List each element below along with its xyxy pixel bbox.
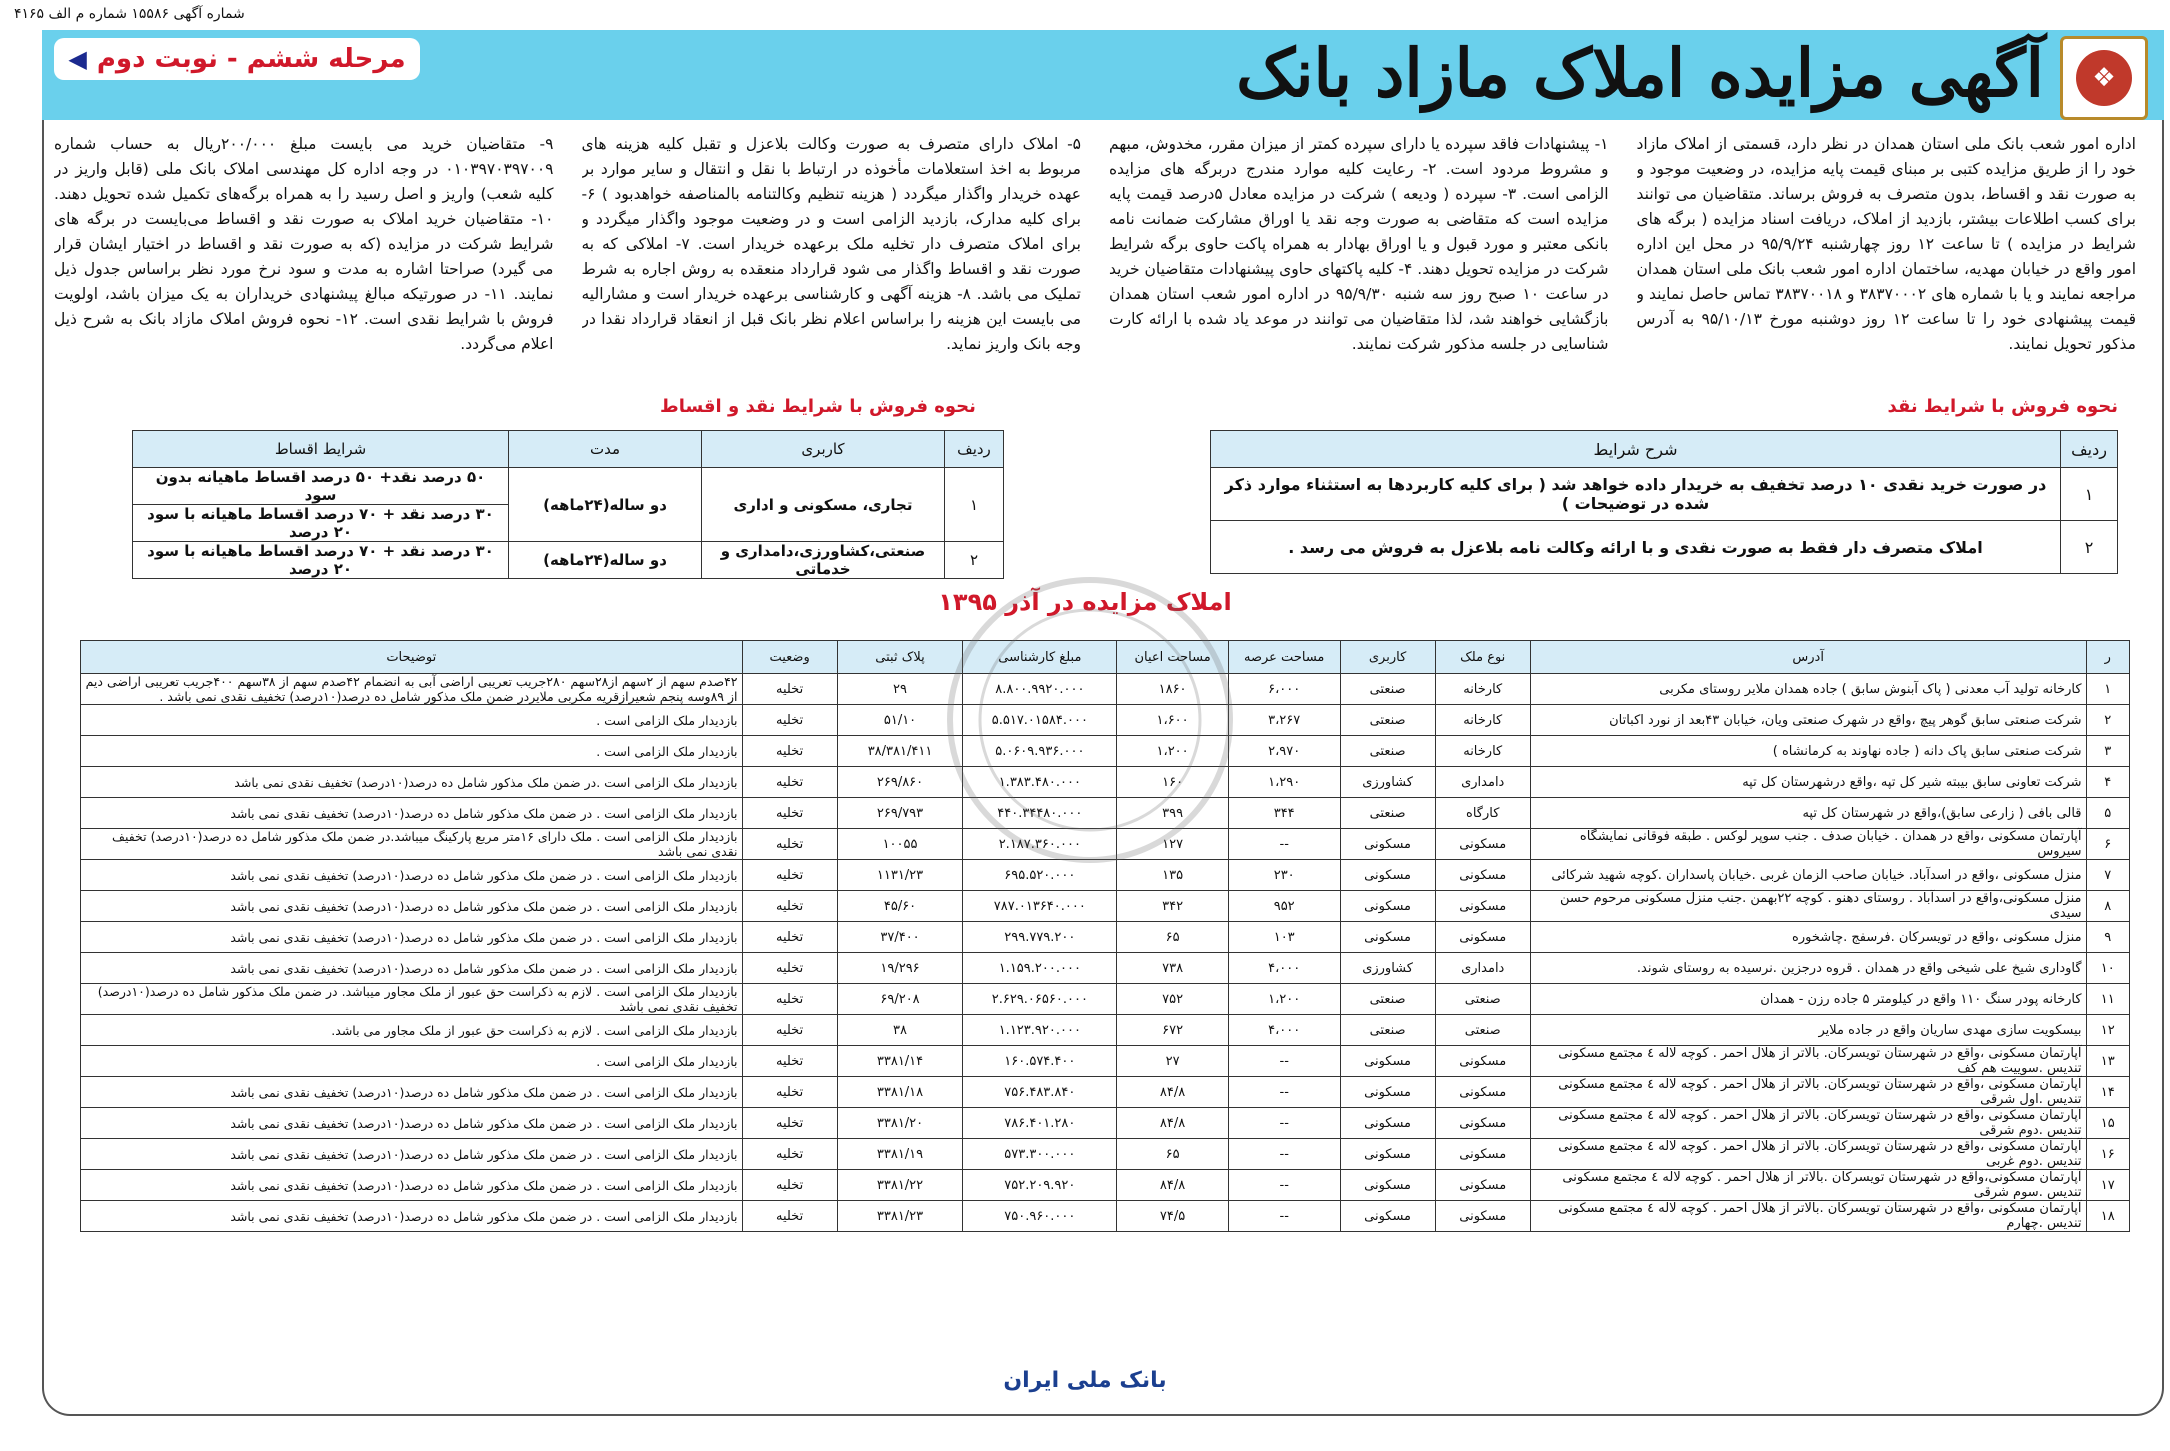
table-cell: آپارتمان مسکونی ،واقع در شهرستان تویسرکان. بالاتر از هلال احمر . کوچه لاله ٤ مجتمع مسکونی تندیس .دوم شرقی bbox=[1530, 1108, 2086, 1139]
table-cell: ۸.۸۰۰.۹۹۲۰.۰۰۰ bbox=[963, 674, 1117, 705]
table-cell: تخلیه bbox=[742, 1077, 837, 1108]
table-row bbox=[81, 922, 2130, 953]
col-header: ر bbox=[2086, 641, 2129, 674]
header-banner bbox=[42, 30, 2164, 120]
table-cell: ۸ bbox=[2086, 891, 2129, 922]
table-cell: شرکت تعاونی سابق بیبته شیر کل تپه ،واقع درشهرستان کل تپه bbox=[1530, 767, 2086, 798]
table-cell: دامداری bbox=[1435, 767, 1530, 798]
row-condition: ۳۰ درصد نقد + ۷۰ درصد اقساط ماهیانه با سود ۲۰ درصد bbox=[133, 542, 509, 579]
table-cell: ۴۲صدم سهم از ۲سهم از۲۸سهم ۲۸۰جریب تعریبی اراضی آبی به انضمام ۴۲صدم سهم از ۳۸سهم ۴۰۰جریب تعریبی اراضی دیم از ۸۹وسه پنجم شعیرازقریه مکربی ملایردر ضمن ملک مذکور شامل ده درصد(۱۰درصد) تخفیف نقدی نمی باشد . bbox=[81, 674, 743, 705]
row-number: ۱ bbox=[945, 468, 1004, 542]
table-cell: ۱۱ bbox=[2086, 984, 2129, 1015]
table-cell: ۷۸۷.۰۱۳۶۴۰.۰۰۰ bbox=[963, 891, 1117, 922]
table-cell: منزل مسکونی ،واقع در تویسرکان .فرسفج .چاشخوره bbox=[1530, 922, 2086, 953]
table-cell: کشاورزی bbox=[1340, 953, 1435, 984]
table-cell: ۶۵ bbox=[1117, 922, 1229, 953]
row-usage: تجاری، مسکونی و اداری bbox=[702, 468, 945, 542]
table-cell: ۲.۶۲۹.۰۶۵۶۰.۰۰۰ bbox=[963, 984, 1117, 1015]
table-cell: ۴،۰۰۰ bbox=[1228, 953, 1340, 984]
table-cell: مسکونی bbox=[1435, 829, 1530, 860]
row-usage: صنعتی،کشاورزی،دامداری و خدماتی bbox=[702, 542, 945, 579]
table-cell: شرکت صنعتی سابق پاک دانه ( جاده نهاوند به کرمانشاه ) bbox=[1530, 736, 2086, 767]
table-cell: تخلیه bbox=[742, 1015, 837, 1046]
table-row bbox=[81, 767, 2130, 798]
table-cell: ۷ bbox=[2086, 860, 2129, 891]
col-header: شرایط اقساط bbox=[133, 431, 509, 468]
table-cell: صنعتی bbox=[1435, 984, 1530, 1015]
table-cell: تخلیه bbox=[742, 1139, 837, 1170]
table-cell: بیسکویت سازی مهدی ساریان واقع در جاده ملایر bbox=[1530, 1015, 2086, 1046]
table-cell: ۶۷۲ bbox=[1117, 1015, 1229, 1046]
table-cell: مسکونی bbox=[1340, 1077, 1435, 1108]
table-cell: صنعتی bbox=[1340, 736, 1435, 767]
table-cell: بازدیدار ملک الزامی است . در ضمن ملک مذکور شامل ده درصد(۱۰درصد) تخفیف نقدی نمی باشد bbox=[81, 1077, 743, 1108]
table-cell: ۵ bbox=[2086, 798, 2129, 829]
table-cell: مسکونی bbox=[1435, 1170, 1530, 1201]
table-cell: ۱.۱۵۹.۲۰۰.۰۰۰ bbox=[963, 953, 1117, 984]
table-cell: آپارتمان مسکونی،واقع در شهرستان تویسرکان .بالاتر از هلال احمر . کوچه لاله ٤ مجتمع مسکونی تندیس .سوم شرقی bbox=[1530, 1170, 2086, 1201]
table-cell: ۳۹۹ bbox=[1117, 798, 1229, 829]
table-cell: ۱۳۵ bbox=[1117, 860, 1229, 891]
table-cell: ۶۹۵.۵۲۰.۰۰۰ bbox=[963, 860, 1117, 891]
table-cell: -- bbox=[1228, 1077, 1340, 1108]
table-row bbox=[81, 953, 2130, 984]
table-cell: صنعتی bbox=[1340, 674, 1435, 705]
col-header: مدت bbox=[509, 431, 702, 468]
table-cell: بازدیدار ملک الزامی است . در ضمن ملک مذکور شامل ده درصد(۱۰درصد) تخفیف نقدی نمی باشد bbox=[81, 860, 743, 891]
table-cell: صنعتی bbox=[1435, 1015, 1530, 1046]
table-cell: بازدیدار ملک الزامی است . در ضمن ملک مذکور شامل ده درصد(۱۰درصد) تخفیف نقدی نمی باشد bbox=[81, 891, 743, 922]
lots-table bbox=[80, 640, 2130, 1232]
table-cell: ۵۷۳.۳۰۰.۰۰۰ bbox=[963, 1139, 1117, 1170]
col-header: ردیف bbox=[2061, 431, 2118, 468]
row-term: دو ساله(۲۴ماهه) bbox=[509, 542, 702, 579]
table-cell: کارخانه تولید آب معدنی ( پاک آبنوش سابق ) جاده همدان ملایر روستای مکربی bbox=[1530, 674, 2086, 705]
table-cell: تخلیه bbox=[742, 891, 837, 922]
table-cell: ۲ bbox=[2086, 705, 2129, 736]
table-cell: ۱ bbox=[2086, 674, 2129, 705]
row-condition: ۳۰ درصد نقد + ۷۰ درصد اقساط ماهیانه با سود ۲۰ درصد bbox=[133, 505, 509, 542]
table-cell: بازدیدار ملک الزامی است . ملک دارای ۱۶متر مربع پارکینگ میباشد.در ضمن ملک مذکور شامل ده درصد(۱۰درصد) تخفیف نقدی نمی باشد bbox=[81, 829, 743, 860]
table-cell: ۳۳۸۱/۱۹ bbox=[837, 1139, 963, 1170]
table-cell: ۴۴۰.۳۴۴۸۰.۰۰۰ bbox=[963, 798, 1117, 829]
table-cell: منزل مسکونی،واقع در اسدآباد . روستای دهنو . کوچه ۲۲بهمن .جنب منزل مسکونی مرحوم حسن سیدی bbox=[1530, 891, 2086, 922]
table-cell: قالی بافی ( زارعی سابق)،واقع در شهرستان کل تپه bbox=[1530, 798, 2086, 829]
intro-columns bbox=[54, 132, 2136, 364]
table-cell: تخلیه bbox=[742, 953, 837, 984]
table-row bbox=[81, 705, 2130, 736]
row-text: در صورت خرید نقدی ۱۰ درصد تخفیف به خریدار داده خواهد شد ( برای کلیه کاربردها به استثناء موارد ذکر شده در توضیحات ) bbox=[1211, 468, 2061, 521]
col-header: مبلغ کارشناسی bbox=[963, 641, 1117, 674]
table-cell: آپارتمان مسکونی ،واقع در شهرستان تویسرکان. بالاتر از هلال احمر . کوچه لاله ٤ مجتمع مسکونی تندیس .سوییت هم کف bbox=[1530, 1046, 2086, 1077]
table-cell: مسکونی bbox=[1435, 1139, 1530, 1170]
table-cell: ۱۲۷ bbox=[1117, 829, 1229, 860]
table-cell: تخلیه bbox=[742, 922, 837, 953]
table-row bbox=[81, 798, 2130, 829]
intro-text-3: ۵- املاک دارای متصرف به صورت وکالت بلاعزل و تقبل کلیه هزینه های مربوط به اخذ استعلامات مأخوذه در ارتباط با نقل و انتقال و سایر موارد بر عهده خریدار واگذار میگردد ( هزینه تنظیم وکالتنامه بالمناصفه خواهدبود ) ۶- برای کلیه مدارک، بازدید الزامی است و در وضعیت موجود واگذار میگردد و برای املاک متصرف دار تخلیه ملک برعهده خریدار است. ۷- املاکی که به صورت نقد و اقساط واگذار می شود قرارداد منعقده به روش اجاره به شرط تملیک می باشد. ۸- هزینه آگهی و کارشناسی برعهده خریدار است و مشارالیه می بایست این هزینه را براساس اعلام نظر بانک قبل از انعقاد قرارداد نقدا در وجه بانک واریز نماید. bbox=[581, 135, 1081, 353]
table-cell: ۴ bbox=[2086, 767, 2129, 798]
table-cell: ۶۹/۲۰۸ bbox=[837, 984, 963, 1015]
table-row bbox=[81, 1170, 2130, 1201]
intro-col-2 bbox=[1109, 132, 1609, 364]
table-cell: بازدیدار ملک الزامی است . در ضمن ملک مذکور شامل ده درصد(۱۰درصد) تخفیف نقدی نمی باشد bbox=[81, 1139, 743, 1170]
table-cell: مسکونی bbox=[1340, 1108, 1435, 1139]
table-cell: ۸۴/۸ bbox=[1117, 1077, 1229, 1108]
table-cell: ۹ bbox=[2086, 922, 2129, 953]
table-row bbox=[81, 829, 2130, 860]
table-cell: بازدیدار ملک الزامی است . لازم به ذکراست حق عبور از ملک مجاور می باشد. bbox=[81, 1015, 743, 1046]
table-cell: مسکونی bbox=[1435, 1108, 1530, 1139]
table-cell: ۹۵۲ bbox=[1228, 891, 1340, 922]
table-cell: آپارتمان مسکونی ،واقع در همدان . خیابان صدف . جنب سوپر لوکس . طبقه فوقانی نمایشگاه سیروس bbox=[1530, 829, 2086, 860]
table-cell: بازدیدار ملک الزامی است . در ضمن ملک مذکور شامل ده درصد(۱۰درصد) تخفیف نقدی نمی باشد bbox=[81, 1108, 743, 1139]
table-cell: صنعتی bbox=[1340, 705, 1435, 736]
stage-label: مرحله ششم - نوبت دوم bbox=[96, 44, 406, 74]
table-cell: مسکونی bbox=[1340, 829, 1435, 860]
table-row bbox=[81, 1139, 2130, 1170]
table-cell: ۱۲ bbox=[2086, 1015, 2129, 1046]
table-cell: ۱۰۳ bbox=[1228, 922, 1340, 953]
table-cell: ۱۶ bbox=[2086, 1139, 2129, 1170]
intro-text-4: ۹- متقاضیان خرید می بایست مبلغ ۲۰۰/۰۰۰ریال به حساب شماره ۰۱۰۳۹۷۰۳۹۷۰۰۹ در وجه اداره کل مهندسی املاک بانک ملی (قابل واریز در کلیه شعب) واریز و اصل رسید را به همراه برگه‌های تکمیل شده تحویل دهند. ۱۰- متقاضیان خرید املاک به صورت نقد و اقساط می‌بایست در برگه های شرایط شرکت در مزایده (که به صورت نقد و اقساط در اختیار ایشان قرار می گیرد) صراحتا اشاره به مدت و سود نرخ مورد نظر براساس جدول ذیل نمایند. ۱۱- در صورتیکه مبالغ پیشنهادی خریداران به یک میزان باشد، اولویت فروش با شرایط نقدی است. ۱۲- نحوه فروش املاک مازاد بانک به شرح ذیل اعلام می‌گردد. bbox=[54, 135, 554, 353]
table-cell: مسکونی bbox=[1435, 1201, 1530, 1232]
table-cell: مسکونی bbox=[1435, 1077, 1530, 1108]
table-cell: بازدیدار ملک الزامی است . bbox=[81, 736, 743, 767]
table-cell: تخلیه bbox=[742, 1108, 837, 1139]
table-cell: -- bbox=[1228, 1108, 1340, 1139]
table-cell: ۳۳۸۱/۲۲ bbox=[837, 1170, 963, 1201]
bank-emblem-icon: ❖ bbox=[2076, 50, 2132, 106]
col-header: کاربری bbox=[702, 431, 945, 468]
table-cell: مسکونی bbox=[1435, 891, 1530, 922]
table-cell: مسکونی bbox=[1340, 860, 1435, 891]
table-cell: مسکونی bbox=[1435, 922, 1530, 953]
table-cell: ۳۷/۴۰۰ bbox=[837, 922, 963, 953]
table-cell: ۱،۲۰۰ bbox=[1117, 736, 1229, 767]
table-row bbox=[81, 891, 2130, 922]
row-condition: ۵۰ درصد نقد+ ۵۰ درصد اقساط ماهیانه بدون سود bbox=[133, 468, 509, 505]
table-cell: کارخانه bbox=[1435, 736, 1530, 767]
table-cell: مسکونی bbox=[1340, 1170, 1435, 1201]
table-row bbox=[81, 1077, 2130, 1108]
table-cell: ۲۶۹/۸۶۰ bbox=[837, 767, 963, 798]
table-cell: گاوداری شیخ علی شیخی واقع در همدان . قروه درجزین .نرسیده به روستای شوند. bbox=[1530, 953, 2086, 984]
table-cell: مسکونی bbox=[1435, 860, 1530, 891]
table-cell: ۱۸۶۰ bbox=[1117, 674, 1229, 705]
table-cell: کارخانه bbox=[1435, 705, 1530, 736]
intro-text-2: ۱- پیشنهادات فاقد سپرده یا دارای سپرده کمتر از میزان مقرر، مخدوش، مبهم و مشروط مردود است. ۲- رعایت کلیه موارد مندرج دربرگه های مزایده الزامی است. ۳- سپرده ( ودیعه ) شرکت در مزایده معادل ۵درصد قیمت پایه مزایده است که متقاضی به صورت وجه نقد یا اوراق مشارکت ضمانت نامه بانکی معتبر و مورد قبول و یا اوراق بهادار به همراه پاکت حاوی برگه شرایط شرکت در مزایده تحویل دهند. ۴- کلیه پاکتهای حاوی پیشنهادات متقاضیان خرید در ساعت ۱۰ صبح روز سه شنبه ۹۵/۹/۳۰ در اداره امور شعب استان همدان بازگشایی خواهند شد، لذا متقاضیان می توانند در موعد یاد شده با ارائه کارت شناسایی در جلسه مذکور شرکت نمایند. bbox=[1109, 135, 1609, 353]
table-cell: ۴۵/۶۰ bbox=[837, 891, 963, 922]
table-cell: دامداری bbox=[1435, 953, 1530, 984]
intro-col-1 bbox=[1637, 132, 2137, 364]
table-cell: ۲۹ bbox=[837, 674, 963, 705]
table-cell: بازدیدار ملک الزامی است .در ضمن ملک مذکور شامل ده درصد(۱۰درصد) تخفیف نقدی نمی باشد bbox=[81, 767, 743, 798]
table-cell: ۷۳۸ bbox=[1117, 953, 1229, 984]
installment-terms-table bbox=[132, 430, 1004, 579]
table-cell: ۱،۶۰۰ bbox=[1117, 705, 1229, 736]
intro-col-3 bbox=[582, 132, 1082, 364]
table-cell: ۸۴/۸ bbox=[1117, 1108, 1229, 1139]
table-cell: ۷۸۶.۴۰۱.۲۸۰ bbox=[963, 1108, 1117, 1139]
table-cell: تخلیه bbox=[742, 1046, 837, 1077]
table-cell: ۷۵۶.۴۸۳.۸۴۰ bbox=[963, 1077, 1117, 1108]
table-cell: ۳۸/۳۸۱/۴۱۱ bbox=[837, 736, 963, 767]
table-cell: ۵۱/۱۰ bbox=[837, 705, 963, 736]
table-cell: ۶ bbox=[2086, 829, 2129, 860]
table-cell: تخلیه bbox=[742, 829, 837, 860]
table-cell: ۱۶۰.۵۷۴.۴۰۰ bbox=[963, 1046, 1117, 1077]
table-cell: ۱۹/۲۹۶ bbox=[837, 953, 963, 984]
table-cell: تخلیه bbox=[742, 736, 837, 767]
table-cell: ۱،۲۰۰ bbox=[1228, 984, 1340, 1015]
table-cell: -- bbox=[1228, 1046, 1340, 1077]
row-number: ۲ bbox=[2061, 521, 2118, 574]
footer-bank-name: بانک ملی ایران bbox=[1003, 1368, 1167, 1393]
table-cell: ۷۵۲ bbox=[1117, 984, 1229, 1015]
table-cell: کشاورزی bbox=[1340, 767, 1435, 798]
col-header: مساحت اعیان bbox=[1117, 641, 1229, 674]
table-cell: ۲۷ bbox=[1117, 1046, 1229, 1077]
col-header: کاربری bbox=[1340, 641, 1435, 674]
table-cell: آپارتمان مسکونی ،واقع در شهرستان تویسرکان. بالاتر از هلال احمر . کوچه لاله ٤ مجتمع مسکونی تندیس .دوم غربی bbox=[1530, 1139, 2086, 1170]
table-cell: تخلیه bbox=[742, 798, 837, 829]
table-cell: صنعتی bbox=[1340, 1015, 1435, 1046]
row-term: دو ساله(۲۴ماهه) bbox=[509, 468, 702, 542]
table-cell: بازدیدار ملک الزامی است . لازم به ذکراست حق عبور از ملک مجاور میباشد. در ضمن ملک مذکور شامل ده درصد(۱۰درصد) تخفیف نقدی نمی باشد bbox=[81, 984, 743, 1015]
table-cell: ۳۳۸۱/۱۸ bbox=[837, 1077, 963, 1108]
table-cell: ۲۶۹/۷۹۳ bbox=[837, 798, 963, 829]
row-number: ۱ bbox=[2061, 468, 2118, 521]
table-cell: ۲،۹۷۰ bbox=[1228, 736, 1340, 767]
table-cell: ۱۰ bbox=[2086, 953, 2129, 984]
table-cell: تخلیه bbox=[742, 984, 837, 1015]
table-cell: ۸۴/۸ bbox=[1117, 1170, 1229, 1201]
table-header-row bbox=[133, 431, 1004, 468]
table-cell: بازدیدار ملک الزامی است . در ضمن ملک مذکور شامل ده درصد(۱۰درصد) تخفیف نقدی نمی باشد bbox=[81, 1201, 743, 1232]
table-header-row bbox=[1211, 431, 2118, 468]
table-cell: -- bbox=[1228, 829, 1340, 860]
table-cell: ۳۴۲ bbox=[1117, 891, 1229, 922]
table-cell: -- bbox=[1228, 1170, 1340, 1201]
table-row bbox=[81, 1046, 2130, 1077]
table-row bbox=[81, 674, 2130, 705]
table-row bbox=[81, 860, 2130, 891]
installment-section-title: نحوه فروش با شرایط نقد و اقساط bbox=[660, 396, 976, 417]
table-cell: ۳۴۴ bbox=[1228, 798, 1340, 829]
table-cell: ۶۵ bbox=[1117, 1139, 1229, 1170]
table-cell: ۱۷ bbox=[2086, 1170, 2129, 1201]
table-row bbox=[133, 468, 1004, 505]
cash-section-title: نحوه فروش با شرایط نقد bbox=[1887, 396, 2118, 417]
table-cell: بازدیدار ملک الزامی است . bbox=[81, 705, 743, 736]
table-cell: ۱.۱۲۳.۹۲۰.۰۰۰ bbox=[963, 1015, 1117, 1046]
table-cell: تخلیه bbox=[742, 1170, 837, 1201]
table-cell: تخلیه bbox=[742, 674, 837, 705]
table-cell: ۷۵۲.۲۰۹.۹۲۰ bbox=[963, 1170, 1117, 1201]
table-row bbox=[81, 1108, 2130, 1139]
table-cell: بازدیدار ملک الزامی است . در ضمن ملک مذکور شامل ده درصد(۱۰درصد) تخفیف نقدی نمی باشد bbox=[81, 798, 743, 829]
table-cell: ۵.۵۱۷.۰۱۵۸۴.۰۰۰ bbox=[963, 705, 1117, 736]
arrow-left-icon: ◀ bbox=[68, 45, 87, 73]
col-header: مساحت عرصه bbox=[1228, 641, 1340, 674]
table-cell: -- bbox=[1228, 1139, 1340, 1170]
table-cell: ۱.۳۸۳.۴۸۰.۰۰۰ bbox=[963, 767, 1117, 798]
table-cell: مسکونی bbox=[1340, 1046, 1435, 1077]
cash-terms-table bbox=[1210, 430, 2118, 574]
row-number: ۲ bbox=[945, 542, 1004, 579]
col-header: وضعیت bbox=[742, 641, 837, 674]
table-cell: صنعتی bbox=[1340, 798, 1435, 829]
table-cell: ۴،۰۰۰ bbox=[1228, 1015, 1340, 1046]
table-cell: مسکونی bbox=[1340, 891, 1435, 922]
table-cell: ۱۶۰ bbox=[1117, 767, 1229, 798]
table-cell: ۳ bbox=[2086, 736, 2129, 767]
table-cell: ۷۴/۵ bbox=[1117, 1201, 1229, 1232]
table-cell: کارخانه bbox=[1435, 674, 1530, 705]
table-row bbox=[1211, 468, 2118, 521]
table-cell: کارگاه bbox=[1435, 798, 1530, 829]
table-cell: ۳۸ bbox=[837, 1015, 963, 1046]
table-cell: ۲.۱۸۷.۳۶۰.۰۰۰ bbox=[963, 829, 1117, 860]
col-header: ردیف bbox=[945, 431, 1004, 468]
intro-text-1: اداره امور شعب بانک ملی استان همدان در نظر دارد، قسمتی از املاک مازاد خود را از طریق مزایده کتبی بر مبنای قیمت پایه مزایده، در وضعیت موجود و به صورت نقد و اقساط، بدون متصرف به فروش برساند. متقاضیان می توانند برای کسب اطلاعات بیشتر، بازدید از املاک، دریافت اسناد مزایده ( برگه های شرایط در مزایده ) تا ساعت ۱۲ روز چهارشنبه ۹۵/۹/۲۴ در محل این اداره امور واقع در خیابان مهدیه، ساختمان اداره امور شعب بانک ملی استان همدان مراجعه نمایند و یا با شماره های ۳۸۳۷۰۰۰۲ و ۳۸۳۷۰۰۱۸ تماس حاصل نمایند و قیمت پیشنهادی خود را تا ساعت ۱۲ روز دوشنبه مورخ ۹۵/۱۰/۱۳ به آدرس مذکور تحویل نمایند. bbox=[1636, 135, 2136, 353]
table-cell: آپارتمان مسکونی ،واقع در شهرستان تویسرکان .بالاتر از هلال احمر . کوچه لاله ٤ مجتمع مسکونی تندیس .چهارم bbox=[1530, 1201, 2086, 1232]
table-cell: ۶،۰۰۰ bbox=[1228, 674, 1340, 705]
col-header: نوع ملک bbox=[1435, 641, 1530, 674]
stage-badge bbox=[54, 38, 420, 80]
issue-number: شماره آگهی ۱۵۵۸۶ شماره م الف ۴۱۶۵ bbox=[14, 6, 245, 22]
table-row bbox=[81, 736, 2130, 767]
col-header: شرح شرایط bbox=[1211, 431, 2061, 468]
row-text: املاک متصرف دار فقط به صورت نقدی و با ارائه وکالت نامه بلاعزل به فروش می رسد . bbox=[1211, 521, 2061, 574]
table-row bbox=[133, 542, 1004, 579]
col-header: پلاک ثبتی bbox=[837, 641, 963, 674]
table-cell: صنعتی bbox=[1340, 984, 1435, 1015]
table-cell: ۳۳۸۱/۲۰ bbox=[837, 1108, 963, 1139]
table-cell: ۱۸ bbox=[2086, 1201, 2129, 1232]
table-cell: ۱۰۰۵۵ bbox=[837, 829, 963, 860]
table-cell: ۲۹۹.۷۷۹.۲۰۰ bbox=[963, 922, 1117, 953]
table-row bbox=[81, 1201, 2130, 1232]
table-row bbox=[81, 984, 2130, 1015]
table-cell: کارخانه پودر سنگ ۱۱۰ واقع در کیلومتر ۵ جاده رزن - همدان bbox=[1530, 984, 2086, 1015]
table-cell: -- bbox=[1228, 1201, 1340, 1232]
table-cell: ۱،۲۹۰ bbox=[1228, 767, 1340, 798]
table-cell: بازدیدار ملک الزامی است . در ضمن ملک مذکور شامل ده درصد(۱۰درصد) تخفیف نقدی نمی باشد bbox=[81, 1170, 743, 1201]
table-cell: مسکونی bbox=[1340, 1201, 1435, 1232]
page-title: آگهی مزایده املاک مازاد بانک bbox=[1236, 34, 2044, 112]
table-row bbox=[81, 1015, 2130, 1046]
table-cell: بازدیدار ملک الزامی است . در ضمن ملک مذکور شامل ده درصد(۱۰درصد) تخفیف نقدی نمی باشد bbox=[81, 922, 743, 953]
table-cell: ۳۳۸۱/۱۴ bbox=[837, 1046, 963, 1077]
intro-col-4 bbox=[54, 132, 554, 364]
table-cell: ۵.۰۶۰۹.۹۳۶.۰۰۰ bbox=[963, 736, 1117, 767]
bank-logo bbox=[2060, 36, 2148, 120]
table-cell: ۱۴ bbox=[2086, 1077, 2129, 1108]
table-cell: مسکونی bbox=[1340, 922, 1435, 953]
table-cell: ۱۱۳۱/۲۳ bbox=[837, 860, 963, 891]
table-cell: تخلیه bbox=[742, 860, 837, 891]
table-row bbox=[1211, 521, 2118, 574]
table-cell: شرکت صنعتی سابق گوهر پیچ ،واقع در شهرک صنعتی ویان، خیابان ۴۳بعد از نورد اکباتان bbox=[1530, 705, 2086, 736]
lots-title: املاک مزایده در آذر ۱۳۹۵ bbox=[938, 588, 1232, 616]
table-cell: ۲۳۰ bbox=[1228, 860, 1340, 891]
table-cell: بازدیدار ملک الزامی است . در ضمن ملک مذکور شامل ده درصد(۱۰درصد) تخفیف نقدی نمی باشد bbox=[81, 953, 743, 984]
table-cell: ۱۵ bbox=[2086, 1108, 2129, 1139]
table-cell: تخلیه bbox=[742, 1201, 837, 1232]
table-cell: مسکونی bbox=[1435, 1046, 1530, 1077]
table-cell: بازدیدار ملک الزامی است . bbox=[81, 1046, 743, 1077]
table-cell: آپارتمان مسکونی ،واقع در شهرستان تویسرکان. بالاتر از هلال احمر . کوچه لاله ٤ مجتمع مسکونی تندیس .اول شرقی bbox=[1530, 1077, 2086, 1108]
table-cell: منزل مسکونی ،واقع در اسدآباد. خیابان صاحب الزمان غربی .خیابان پاسداران .کوچه شهید شرکائی bbox=[1530, 860, 2086, 891]
table-cell: ۷۵۰.۹۶۰.۰۰۰ bbox=[963, 1201, 1117, 1232]
table-cell: ۳،۲۶۷ bbox=[1228, 705, 1340, 736]
col-header: توضیحات bbox=[81, 641, 743, 674]
table-cell: ۳۳۸۱/۲۳ bbox=[837, 1201, 963, 1232]
col-header: آدرس bbox=[1530, 641, 2086, 674]
table-cell: مسکونی bbox=[1340, 1139, 1435, 1170]
table-cell: تخلیه bbox=[742, 705, 837, 736]
table-cell: ۱۳ bbox=[2086, 1046, 2129, 1077]
table-cell: تخلیه bbox=[742, 767, 837, 798]
table-header-row bbox=[81, 641, 2130, 674]
